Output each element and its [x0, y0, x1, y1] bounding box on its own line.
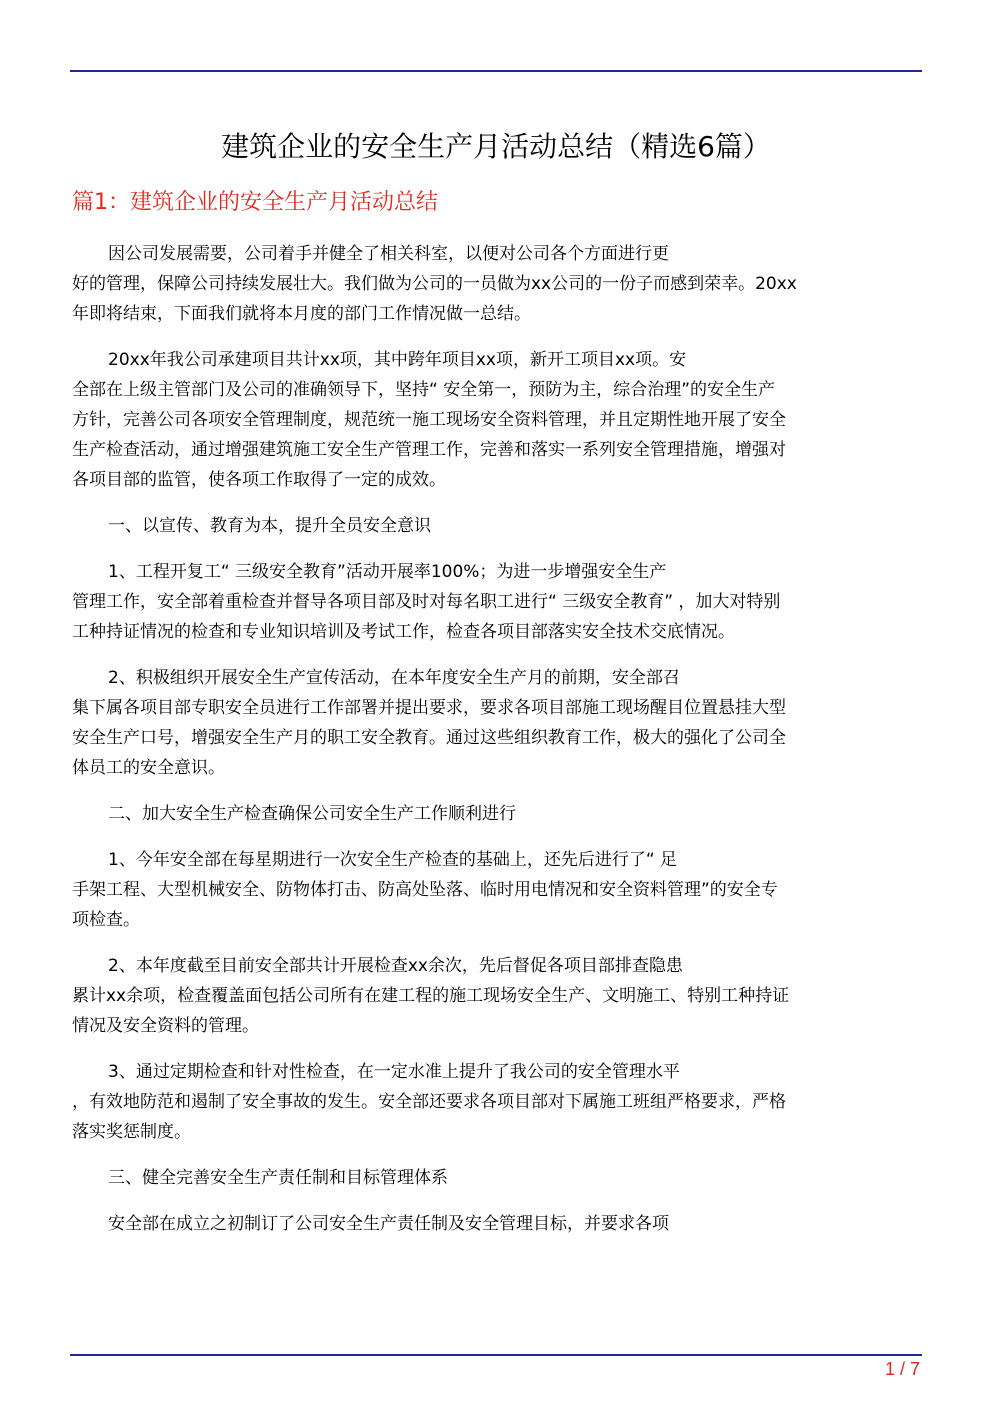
paragraph-line: 一、以宣传、教育为本，提升全员安全意识	[108, 516, 431, 536]
footer-rule	[70, 1354, 922, 1356]
paragraph	[72, 1057, 924, 1147]
paragraph-line: 20xx年我公司承建项目共计xx项，其中跨年项目xx项，新开工项目xx项。安	[108, 350, 687, 370]
paragraph-line: 1、今年安全部在每星期进行一次安全生产检查的基础上，还先后进行了“ 足	[108, 850, 678, 870]
section-heading: 篇1：建筑企业的安全生产月活动总结	[72, 190, 438, 215]
paragraph	[72, 1209, 924, 1239]
paragraph-line: 二、加大安全生产检查确保公司安全生产工作顺利进行	[108, 804, 516, 824]
document-title: 建筑企业的安全生产月活动总结（精选6篇）	[221, 130, 771, 163]
paragraph-line: 情况及安全资料的管理。	[72, 1016, 259, 1036]
paragraph-line: 安全部在成立之初制订了公司安全生产责任制及安全管理目标，并要求各项	[108, 1214, 669, 1234]
paragraph-line: 好的管理，保障公司持续发展壮大。我们做为公司的一员做为xx公司的一份子而感到荣幸。20xx	[72, 274, 797, 294]
paragraph-line: 三、健全完善安全生产责任制和目标管理体系	[108, 1168, 448, 1188]
paragraph-line: 落实奖惩制度。	[72, 1122, 191, 1142]
paragraph-line: 工种持证情况的检查和专业知识培训及考试工作，检查各项目部落实安全技术交底情况。	[72, 622, 735, 642]
paragraph-line: 生产检查活动，通过增强建筑施工安全生产管理工作，完善和落实一系列安全管理措施，增强对	[72, 440, 786, 460]
paragraph-line: 集下属各项目部专职安全员进行工作部署并提出要求，要求各项目部施工现场醒目位置悬挂大型	[72, 698, 786, 718]
paragraph	[72, 239, 924, 329]
paragraph-line: 手架工程、大型机械安全、防物体打击、防高处坠落、临时用电情况和安全资料管理”的安全专	[72, 880, 778, 900]
paragraph-line: 管理工作，安全部着重检查并督导各项目部及时对每名职工进行“ 三级安全教育” ，加大对特别	[72, 592, 781, 612]
paragraph	[72, 799, 924, 829]
paragraph-line: 安全生产口号，增强安全生产月的职工安全教育。通过这些组织教育工作，极大的强化了公司全	[72, 728, 786, 748]
paragraph-line: 3、通过定期检查和针对性检查，在一定水准上提升了我公司的安全管理水平	[108, 1062, 680, 1082]
page-number: 1 / 7	[884, 1359, 920, 1379]
paragraph-line: 各项目部的监管，使各项工作取得了一定的成效。	[72, 470, 446, 490]
paragraph	[72, 345, 924, 495]
paragraph-line: 1、工程开复工“ 三级安全教育”活动开展率100%；为进一步增强安全生产	[108, 562, 667, 582]
paragraph	[72, 557, 924, 647]
paragraph	[72, 951, 924, 1041]
paragraph-line: 2、积极组织开展安全生产宣传活动，在本年度安全生产月的前期，安全部召	[108, 668, 680, 688]
paragraph	[72, 511, 924, 541]
paragraph	[72, 845, 924, 935]
paragraph-line: 2、本年度截至目前安全部共计开展检查xx余次，先后督促各项目部排查隐患	[108, 956, 683, 976]
paragraph	[72, 663, 924, 783]
paragraph-line: 累计xx余项，检查覆盖面包括公司所有在建工程的施工现场安全生产、文明施工、特别工种持证	[72, 986, 790, 1006]
paragraph-line: 体员工的安全意识。	[72, 758, 225, 778]
paragraph-line: 方针，完善公司各项安全管理制度，规范统一施工现场安全资料管理，并且定期性地开展了安全	[72, 410, 786, 430]
paragraph-line: 年即将结束，下面我们就将本月度的部门工作情况做一总结。	[72, 304, 531, 324]
paragraph-line: 全部在上级主管部门及公司的准确领导下，坚持“ 安全第一，预防为主，综合治理”的安全生产	[72, 380, 776, 400]
body-text	[72, 239, 924, 1255]
paragraph	[72, 1163, 924, 1193]
paragraph-line: 因公司发展需要，公司着手并健全了相关科室，以便对公司各个方面进行更	[108, 244, 669, 264]
paragraph-line: ，有效地防范和遏制了安全事故的发生。安全部还要求各项目部对下属施工班组严格要求，严格	[72, 1092, 786, 1112]
header-rule	[70, 70, 922, 72]
paragraph-line: 项检查。	[72, 910, 140, 930]
